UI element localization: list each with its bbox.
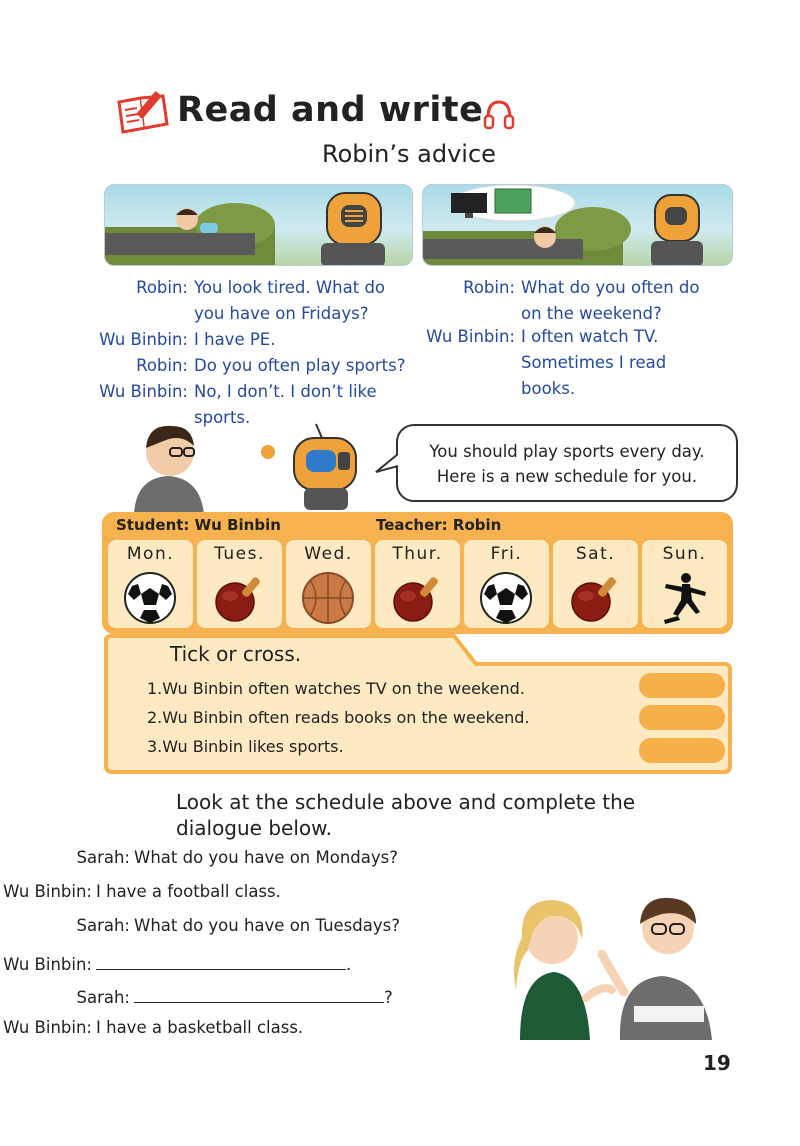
line-end: ? [384, 988, 393, 1007]
speaker: Robin: [136, 356, 188, 375]
illustration-boy-sleeping [104, 184, 413, 266]
dialogue-robin-wubinbin-1 [86, 275, 406, 431]
schedule-day-sun [642, 540, 727, 628]
schedule-day-sat [553, 540, 638, 628]
schedule-day-tues [197, 540, 282, 628]
line-end: . [346, 955, 352, 974]
ping-pong-paddle-icon [211, 570, 267, 626]
statement-2: 2.Wu Binbin often reads books on the weekend. [147, 708, 530, 727]
speaker: Wu Binbin: [426, 327, 515, 346]
headphone-icon[interactable] [482, 98, 516, 132]
day-label: Thur. [392, 544, 443, 564]
line-text: on the weekend? [521, 304, 662, 323]
dialogue-line [86, 379, 406, 405]
page-title: Read and write [177, 90, 484, 130]
dialogue-line [415, 376, 699, 402]
answer-blank-2[interactable] [134, 985, 384, 1003]
day-label: Mon. [126, 544, 175, 564]
speech-bubble [396, 424, 738, 502]
schedule-table [102, 512, 733, 634]
instruction-line: dialogue below. [176, 816, 333, 840]
answer-box-3[interactable] [639, 738, 725, 763]
complete-line-1 [28, 848, 398, 867]
line-text: I often watch TV. [521, 327, 659, 346]
football-icon [478, 570, 534, 626]
dialogue-line [86, 327, 406, 353]
speaker: Wu Binbin: [99, 382, 188, 401]
ping-pong-paddle-icon [567, 570, 623, 626]
line-text: I have a basketball class. [96, 1018, 304, 1037]
line-text: What do you have on Mondays? [134, 848, 398, 867]
schedule-teacher: Teacher: Robin [376, 516, 502, 534]
day-label: Sun. [662, 544, 707, 564]
dialogue-line [415, 324, 699, 350]
schedule-day-wed [286, 540, 371, 628]
tick-or-cross-title: Tick or cross. [170, 642, 302, 666]
bubble-line: Here is a new schedule for you. [436, 467, 698, 486]
dialogue-robin-wubinbin-2 [415, 275, 699, 402]
complete-line-4 [0, 952, 351, 974]
line-text: you have on Fridays? [194, 304, 369, 323]
speaker: Sarah: [76, 848, 130, 867]
speaker: Sarah: [76, 916, 130, 935]
schedule-student: Student: Wu Binbin [116, 516, 281, 534]
day-label: Wed. [304, 544, 353, 564]
football-icon [122, 570, 178, 626]
speaker: Robin: [463, 278, 515, 297]
illustration-sarah-and-wubinbin [506, 880, 728, 1040]
day-label: Sat. [575, 544, 616, 564]
statement-3: 3.Wu Binbin likes sports. [147, 737, 344, 756]
answer-box-1[interactable] [639, 673, 725, 698]
answer-blank-1[interactable] [96, 952, 346, 970]
complete-line-3 [28, 916, 400, 935]
line-text: What do you often do [521, 278, 700, 297]
kung-fu-icon [656, 570, 712, 626]
ping-pong-paddle-icon [389, 570, 445, 626]
instruction [176, 789, 635, 841]
dialogue-line [415, 275, 699, 301]
schedule-day-thur [375, 540, 460, 628]
line-text: sports. [194, 408, 251, 427]
line-text: Do you often play sports? [194, 356, 406, 375]
dialogue-line [86, 353, 406, 379]
complete-line-6 [0, 1018, 303, 1037]
answer-box-2[interactable] [639, 705, 725, 730]
speaker: Robin: [136, 278, 188, 297]
dialogue-line [86, 301, 406, 327]
line-text: I have PE. [194, 330, 276, 349]
speaker: Wu Binbin: [99, 330, 188, 349]
line-text: Sometimes I read [521, 353, 667, 372]
line-text: books. [521, 379, 576, 398]
day-label: Fri. [490, 544, 523, 564]
bubble-line: You should play sports every day. [429, 442, 705, 461]
line-text: I have a football class. [96, 882, 281, 901]
speaker: Wu Binbin: [3, 955, 92, 974]
dialogue-line [86, 275, 406, 301]
illustration-boy-and-robot [126, 418, 376, 514]
speaker: Sarah: [76, 988, 130, 1007]
statement-1: 1.Wu Binbin often watches TV on the weekend. [147, 679, 525, 698]
line-text: You look tired. What do [194, 278, 386, 297]
day-label: Tues. [214, 544, 265, 564]
instruction-line: Look at the schedule above and complete the [176, 790, 636, 814]
basketball-icon [300, 570, 356, 626]
complete-line-5 [28, 985, 393, 1007]
schedule-day-fri [464, 540, 549, 628]
complete-line-2 [0, 882, 281, 901]
speaker: Wu Binbin: [3, 1018, 92, 1037]
schedule-day-mon [108, 540, 193, 628]
pencil-book-icon [115, 88, 173, 134]
line-text: No, I don’t. I don’t like [194, 382, 377, 401]
bubble-tail [374, 452, 400, 476]
page-number: 19 [703, 1051, 731, 1075]
speaker: Wu Binbin: [3, 882, 92, 901]
section-subtitle: Robin’s advice [322, 140, 496, 168]
illustration-boy-dreaming-tv-books [422, 184, 733, 266]
dialogue-line [415, 350, 699, 376]
line-text: What do you have on Tuesdays? [134, 916, 400, 935]
title-bar [115, 86, 545, 142]
